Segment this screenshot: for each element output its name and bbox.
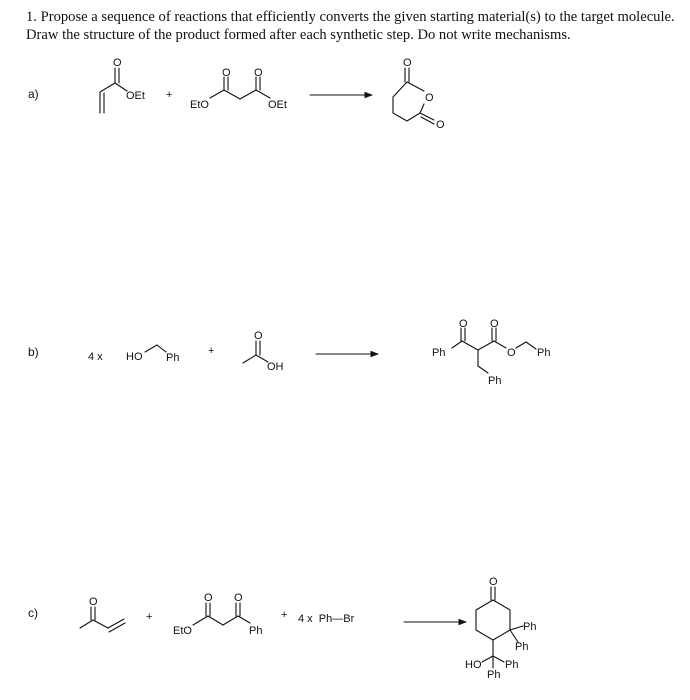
part-a-product (393, 57, 445, 131)
part-b-product-ph-bottom: Ph (488, 375, 502, 387)
part-c-r2-eto: EtO (173, 625, 192, 637)
part-b-r2-oh: OH (267, 361, 284, 373)
part-c-product-ph-4: Ph (487, 669, 501, 681)
part-b-plus: + (208, 345, 215, 357)
part-b-r1-ph: Ph (166, 352, 180, 364)
question-line-2: Draw the structure of the product formed after each synthetic step. Do not write mechanisms. (26, 27, 571, 43)
part-c-product-ph-2: Ph (515, 641, 529, 653)
part-c-r1-oxygen: O (89, 596, 98, 608)
part-b-multiplier: 4 x (88, 351, 103, 363)
part-b-benzyl-alcohol (126, 345, 179, 364)
part-c-r2-ph: Ph (249, 625, 263, 637)
part-b-product-o-1: O (459, 318, 468, 330)
part-a (28, 57, 445, 131)
part-b-product (432, 318, 550, 387)
part-b-r1-ho: HO (126, 351, 143, 363)
part-c-product-oxygen: O (489, 576, 498, 588)
part-c-methyl-vinyl-ketone (80, 596, 125, 632)
part-c-label: c) (28, 606, 38, 620)
part-b-product-o-2: O (490, 318, 499, 330)
part-c-product-ph-3: Ph (505, 659, 519, 671)
part-a-r2-oxygen-2: O (254, 67, 263, 79)
part-b-acetic-acid (243, 330, 284, 373)
part-c-reagent-phenyl-bromide: 4 x Ph—Br (298, 613, 355, 625)
part-c (28, 576, 536, 681)
part-c-r2-oxygen-2: O (234, 592, 243, 604)
part-a-plus: + (166, 89, 173, 101)
part-a-diethyl-malonate (190, 67, 287, 111)
part-c-r2-oxygen-1: O (204, 592, 213, 604)
part-b-label: b) (28, 345, 39, 359)
part-b-product-ph-left: Ph (432, 347, 446, 359)
part-a-product-ring-o: O (425, 92, 434, 104)
part-a-r2-oxygen-1: O (222, 67, 231, 79)
part-a-r2-eto: EtO (190, 99, 209, 111)
part-c-plus-2: + (281, 609, 288, 621)
part-a-product-exo-o: O (436, 119, 445, 131)
part-b (28, 318, 550, 387)
part-a-r2-oet: OEt (268, 99, 287, 111)
part-a-r1-oxygen: O (113, 57, 122, 69)
part-b-r2-oxygen: O (254, 330, 263, 342)
part-c-product-ho: HO (465, 659, 482, 671)
part-b-product-ph-right: Ph (537, 347, 551, 359)
part-c-product (465, 576, 536, 681)
part-a-ethyl-acrylate (100, 57, 145, 113)
part-b-product-o-3: O (507, 347, 516, 359)
part-c-beta-ketoester (173, 592, 262, 637)
part-c-product-ph-1: Ph (523, 621, 537, 633)
part-a-product-carbonyl-o: O (403, 57, 412, 69)
part-c-plus-1: + (146, 611, 153, 623)
question-line-1: 1. Propose a sequence of reactions that efficiently converts the given starting material(s) to the target molecule. (26, 9, 675, 25)
part-a-r1-oet: OEt (126, 90, 145, 102)
part-a-label: a) (28, 87, 39, 101)
